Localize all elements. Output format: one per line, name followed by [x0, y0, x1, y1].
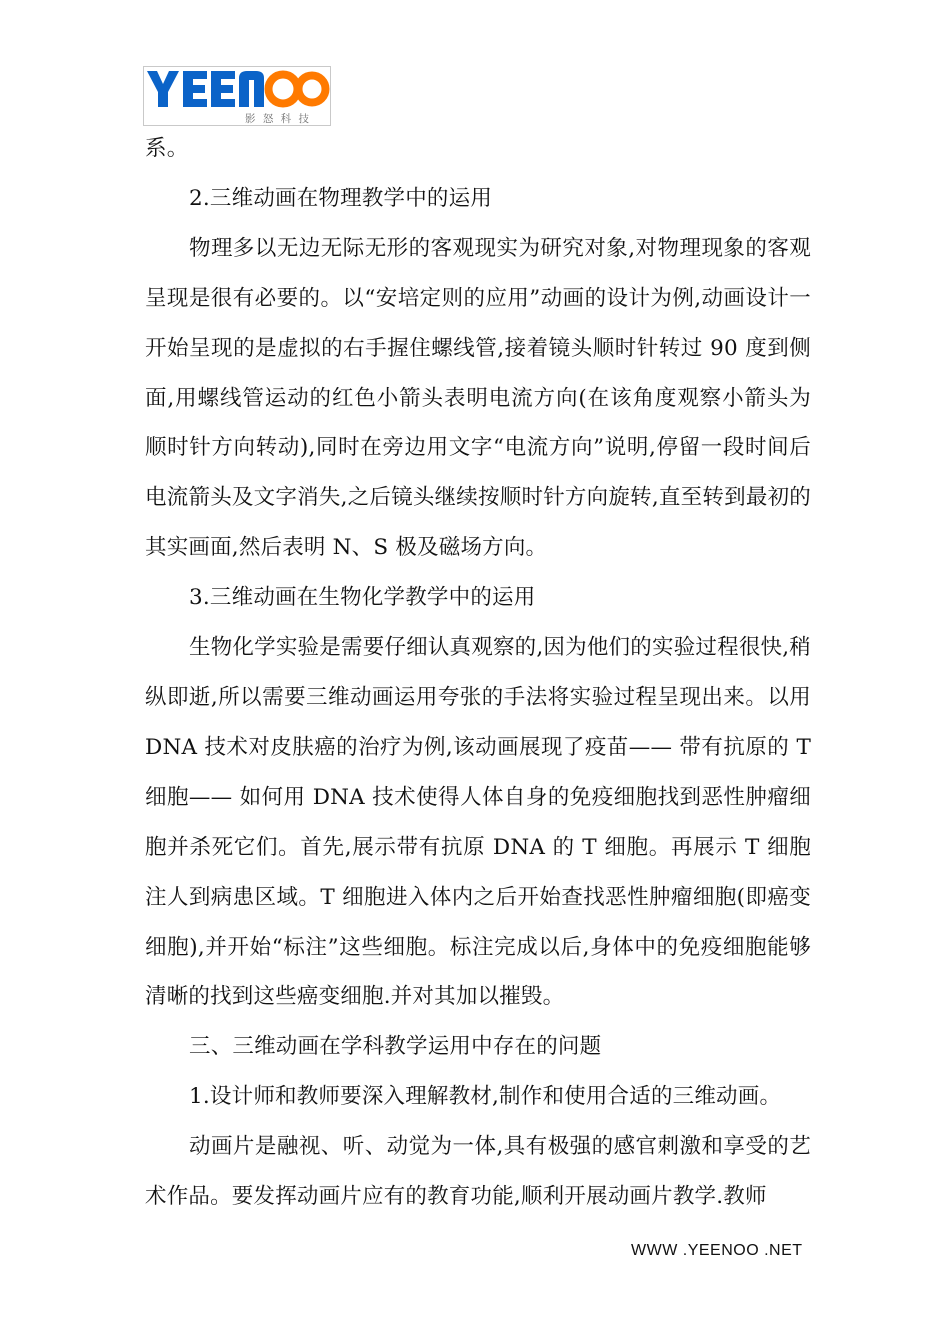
footer-url: WWW .YEENOO .NET — [631, 1242, 803, 1259]
logo-subtext: 影 怒 科 技 — [245, 113, 312, 125]
paragraph-biochemistry: 生物化学实验是需要仔细认真观察的,因为他们的实验过程很快,稍纵即逝,所以需要三维动画运用夸张的手法将实验过程呈现出来。以用 DNA 技术对皮肤癌的治疗为例,该动画展现了疫苗—— 带有抗原的 T 细胞—— 如何用 DNA 技术使得人体自身的免疫细胞找到恶性肿瘤细胞并杀死它们。首先,展示带有抗原 DNA 的 T 细胞。再展示 T 细胞注人到病患区域。T 细胞进入体内之后开始查找恶性肿瘤细胞(即癌变细胞),并开始“标注”这些细胞。标注完成以后,身体中的免疫细胞能够清晰的找到这些癌变细胞.并对其加以摧毁。 — [145, 635, 811, 1010]
yeenoo-logo-mark — [144, 67, 330, 125]
subsection-heading-designers: 1.设计师和教师要深入理解教材,制作和使用合适的三维动画。 — [189, 1084, 782, 1110]
paragraph-animation: 动画片是融视、听、动觉为一体,具有极强的感官刺激和享受的艺术作品。要发挥动画片应有的教育功能,顺利开展动画片教学.教师 — [145, 1134, 811, 1210]
section-heading-problems: 三、三维动画在学科教学运用中存在的问题 — [189, 1034, 602, 1060]
section-heading-physics: 2.三维动画在物理教学中的运用 — [189, 185, 493, 211]
paragraph-physics: 物理多以无边无际无形的客观现实为研究对象,对物理现象的客观呈现是很有必要的。以“安培定则的应用”动画的设计为例,动画设计一开始呈现的是虚拟的右手握住螺线管,接着镜头顺时针转过 90 度到侧面,用螺线管运动的红色小箭头表明电流方向(在该角度观察小箭头为顺时针方向转动),同时在旁边用文字“电流方向”说明,停留一段时间后电流箭头及文字消失,之后镜头继续按顺时针方向旋转,直至转到最初的其实画面,然后表明 N、S 极及磁场方向。 — [145, 235, 811, 561]
yeenoo-logo — [143, 66, 331, 126]
paragraph-continuation: 系。 — [145, 136, 189, 161]
document-body — [145, 124, 811, 1222]
section-heading-biochemistry: 3.三维动画在生物化学教学中的运用 — [189, 585, 536, 611]
